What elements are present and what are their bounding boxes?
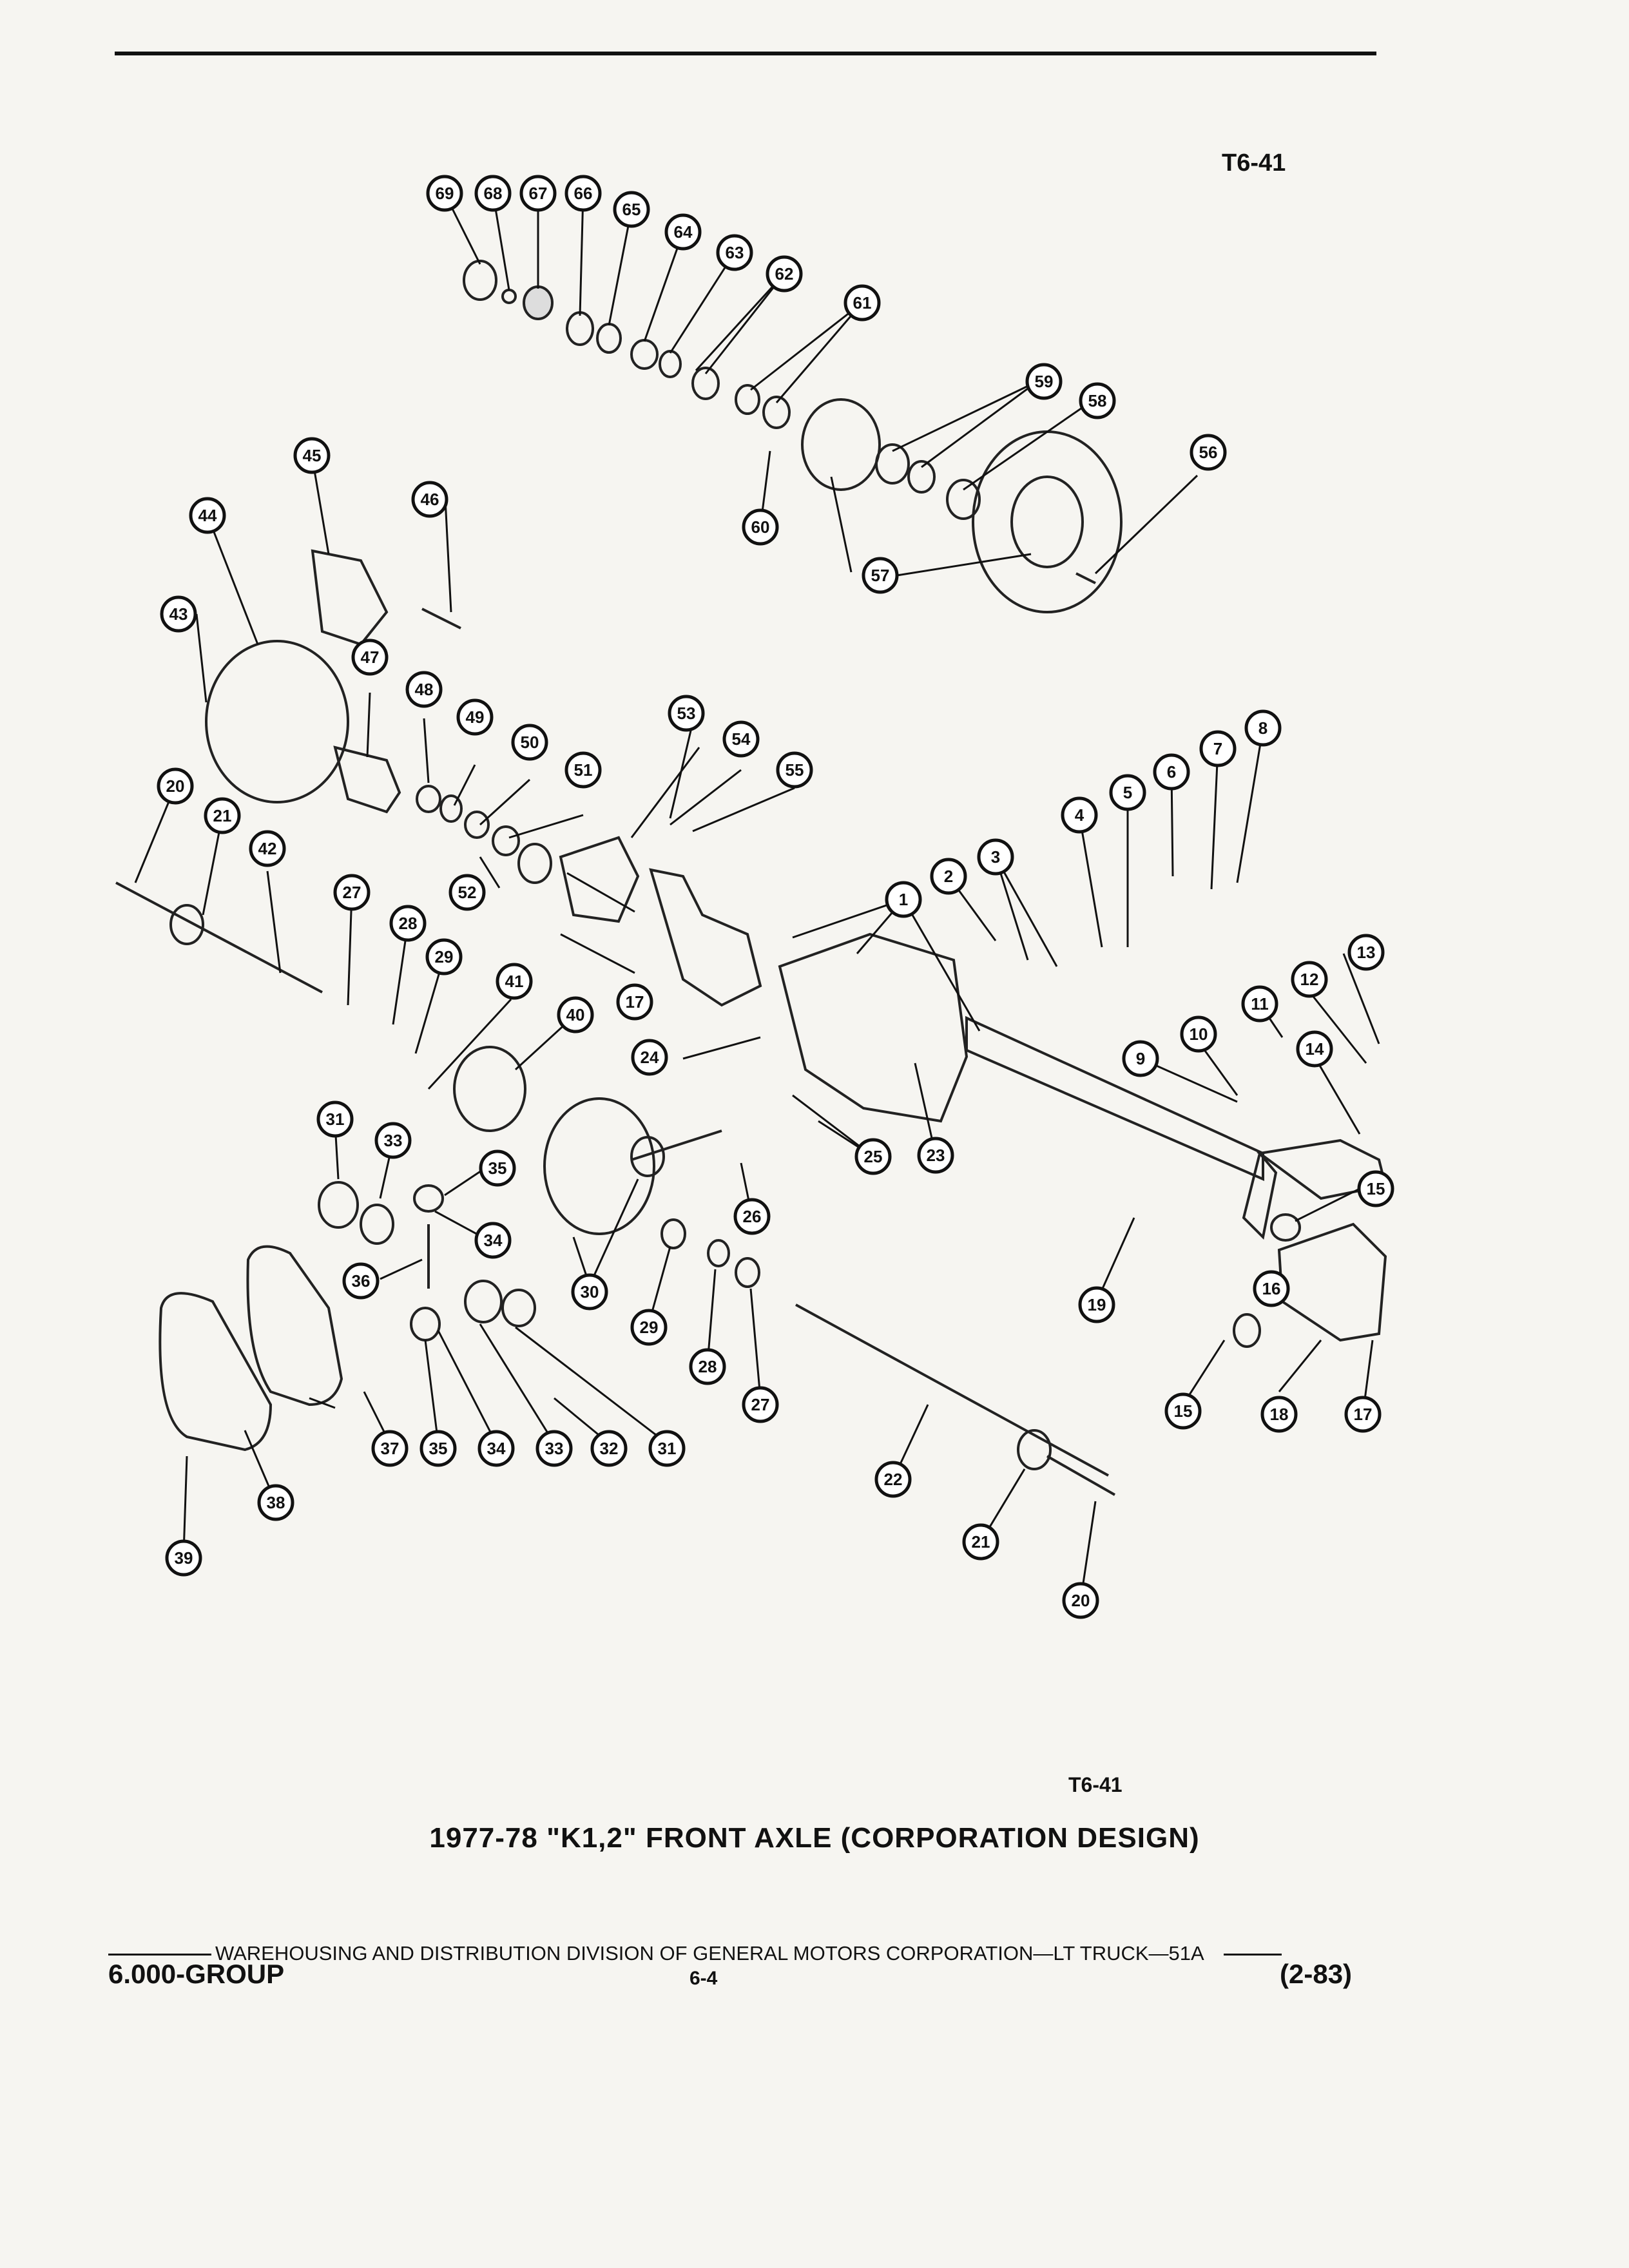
svg-text:31: 31	[325, 1110, 345, 1129]
svg-text:19: 19	[1087, 1295, 1106, 1314]
callout-55	[778, 753, 811, 787]
bearing-seal-part	[736, 1258, 759, 1287]
svg-text:7: 7	[1213, 739, 1223, 758]
spindle-race-part	[493, 827, 519, 855]
svg-text:33: 33	[545, 1439, 564, 1458]
shim-part-2	[503, 1290, 535, 1326]
callout-52	[450, 876, 484, 909]
rotor-part	[973, 432, 1121, 612]
svg-text:10: 10	[1189, 1024, 1208, 1044]
callout-20-upper	[159, 769, 192, 803]
callout-58	[1081, 384, 1114, 418]
svg-text:65: 65	[622, 200, 641, 219]
footer-division-text: WAREHOUSING AND DISTRIBUTION DIVISION OF GENERAL MOTORS CORPORATION—LT TRUCK—51A	[215, 1942, 1204, 1965]
knuckle-arm-part	[651, 870, 760, 1005]
svg-text:21: 21	[213, 806, 232, 825]
callout-12	[1293, 963, 1326, 996]
svg-text:63: 63	[725, 243, 744, 262]
svg-text:69: 69	[435, 184, 454, 203]
figure-caption: 1977-78 "K1,2" FRONT AXLE (CORPORATION DESIGN)	[429, 1822, 1200, 1854]
callout-38	[259, 1486, 293, 1519]
footer-rule-right	[1224, 1954, 1282, 1956]
svg-text:55: 55	[785, 760, 804, 780]
callout-45	[295, 439, 329, 472]
callout-27-upper	[335, 876, 369, 909]
footer-group: 6.000-GROUP	[108, 1959, 285, 1989]
svg-text:27: 27	[751, 1395, 770, 1414]
u-joint-left-part	[171, 905, 203, 944]
callout-21-lower	[964, 1525, 998, 1559]
callout-43	[162, 597, 195, 631]
svg-text:15: 15	[1366, 1179, 1385, 1198]
callout-50	[513, 726, 546, 759]
callout-25	[856, 1140, 890, 1173]
svg-text:59: 59	[1034, 372, 1054, 391]
callout-62	[767, 257, 801, 291]
svg-text:28: 28	[698, 1357, 717, 1376]
differential-carrier-part	[780, 934, 967, 1121]
callout-31-lower	[650, 1432, 684, 1465]
gasket-part	[247, 1247, 342, 1405]
svg-text:13: 13	[1356, 943, 1376, 962]
bearing-cup-part	[662, 1220, 685, 1248]
pinion-shaft-part	[631, 1131, 722, 1160]
callout-59	[1027, 365, 1061, 398]
callout-30	[573, 1275, 606, 1309]
right-knuckle-part	[1279, 1224, 1385, 1340]
callout-5	[1111, 776, 1144, 809]
callout-36	[344, 1264, 378, 1298]
callout-14	[1298, 1032, 1331, 1066]
callout-35-lower	[421, 1432, 455, 1465]
callout-9	[1124, 1042, 1157, 1075]
svg-text:4: 4	[1074, 805, 1084, 825]
axle-shaft-left-part	[116, 883, 322, 992]
callout-26	[735, 1200, 769, 1233]
hub-part	[802, 399, 880, 490]
svg-text:52: 52	[458, 883, 477, 902]
footer-page-number: 6-4	[689, 1968, 718, 1989]
callout-20-lower	[1064, 1584, 1097, 1617]
svg-text:30: 30	[580, 1282, 599, 1302]
callout-33-upper	[376, 1124, 410, 1157]
callout-37	[373, 1432, 407, 1465]
svg-text:1: 1	[898, 890, 909, 909]
callout-54	[724, 722, 758, 756]
gear-part	[524, 287, 552, 319]
svg-text:44: 44	[198, 506, 217, 525]
callout-27-lower	[744, 1388, 777, 1421]
callout-33-lower	[537, 1432, 571, 1465]
side-gear-part	[361, 1205, 393, 1244]
svg-text:3: 3	[990, 847, 1001, 867]
callout-56	[1191, 436, 1225, 469]
svg-text:36: 36	[351, 1271, 371, 1291]
svg-text:48: 48	[414, 680, 434, 699]
svg-text:37: 37	[380, 1439, 400, 1458]
svg-text:27: 27	[342, 883, 361, 902]
svg-text:20: 20	[166, 776, 185, 796]
callout-63	[718, 236, 751, 269]
callout-31-upper	[318, 1102, 352, 1136]
bearing-part	[631, 340, 657, 369]
svg-text:53: 53	[677, 704, 696, 723]
callout-1	[887, 883, 920, 916]
callout-53	[670, 697, 703, 730]
callout-41	[497, 965, 531, 998]
svg-text:46: 46	[420, 490, 439, 509]
svg-text:68: 68	[483, 184, 503, 203]
svg-text:32: 32	[599, 1439, 619, 1458]
bolt-part	[422, 609, 461, 628]
ball-joint-part	[1271, 1215, 1300, 1240]
callout-18	[1262, 1398, 1296, 1431]
spindle-bearing-part	[417, 786, 440, 812]
ring-part	[503, 290, 516, 303]
svg-text:9: 9	[1135, 1049, 1146, 1068]
svg-text:64: 64	[673, 222, 693, 242]
footer-division-line	[108, 1942, 1286, 1965]
callout-22	[876, 1463, 910, 1496]
callout-2	[932, 860, 965, 893]
callout-34-upper	[476, 1224, 510, 1257]
svg-text:54: 54	[731, 729, 751, 749]
svg-text:5: 5	[1123, 783, 1133, 802]
race-part	[660, 351, 680, 377]
callout-66	[566, 177, 600, 210]
callout-3	[979, 840, 1012, 874]
callout-64	[666, 215, 700, 249]
callout-49	[458, 700, 492, 734]
callout-57	[863, 559, 897, 592]
footer-rule-left	[108, 1954, 211, 1956]
svg-text:6: 6	[1166, 762, 1177, 782]
callout-61	[845, 286, 879, 320]
callout-6	[1155, 755, 1188, 789]
seal-part-2	[736, 385, 759, 414]
pinion-gear-part	[631, 1137, 664, 1176]
footer-revision: (2-83)	[1280, 1959, 1353, 1989]
callout-48	[407, 673, 441, 706]
callout-15-upper	[1359, 1172, 1393, 1206]
callout-34-lower	[479, 1432, 513, 1465]
svg-text:22: 22	[883, 1470, 903, 1489]
svg-text:45: 45	[302, 446, 322, 465]
svg-text:23: 23	[926, 1146, 945, 1165]
svg-text:60: 60	[751, 517, 770, 537]
svg-text:12: 12	[1300, 970, 1319, 989]
svg-text:29: 29	[434, 947, 454, 966]
callout-44	[191, 499, 224, 532]
seal-part	[464, 261, 496, 300]
svg-text:33: 33	[383, 1131, 403, 1150]
ball-joint-lower-part	[1234, 1314, 1260, 1347]
svg-text:15: 15	[1173, 1401, 1193, 1421]
svg-text:62: 62	[775, 264, 794, 284]
svg-text:17: 17	[1353, 1405, 1373, 1424]
callout-21-upper	[206, 799, 239, 832]
callout-35-upper	[481, 1151, 514, 1185]
callout-28-lower	[691, 1350, 724, 1383]
callout-17-lower	[1346, 1398, 1380, 1431]
svg-text:21: 21	[971, 1532, 990, 1552]
svg-text:57: 57	[871, 566, 890, 585]
svg-text:67: 67	[528, 184, 548, 203]
callout-4	[1063, 798, 1096, 832]
ring-gear-part	[545, 1099, 654, 1234]
callout-15-lower	[1166, 1394, 1200, 1428]
svg-text:61: 61	[853, 293, 872, 312]
callout-47	[353, 640, 387, 674]
spindle-ring-part	[519, 844, 551, 883]
figure-code-bottom: T6-41	[1068, 1773, 1123, 1796]
stud-part	[1076, 573, 1095, 583]
svg-text:41: 41	[505, 972, 524, 991]
svg-text:39: 39	[174, 1548, 193, 1568]
svg-text:38: 38	[266, 1493, 285, 1512]
svg-text:2: 2	[943, 867, 954, 886]
svg-text:51: 51	[574, 760, 593, 780]
figure-code-top: T6-41	[1222, 149, 1286, 177]
svg-text:50: 50	[520, 733, 539, 752]
axle-shaft-right-part	[796, 1305, 1108, 1475]
callout-39	[167, 1541, 200, 1575]
svg-text:26: 26	[742, 1207, 762, 1226]
svg-text:11: 11	[1251, 994, 1269, 1014]
callout-68	[476, 177, 510, 210]
callout-42	[251, 832, 284, 865]
svg-text:42: 42	[258, 839, 277, 858]
callout-67	[521, 177, 555, 210]
rotor-center-part	[1012, 477, 1083, 567]
svg-text:16: 16	[1262, 1279, 1281, 1298]
svg-text:43: 43	[169, 604, 188, 624]
callout-7	[1201, 732, 1235, 765]
pinion-washer-part	[414, 1186, 443, 1211]
callout-24	[633, 1041, 666, 1074]
svg-text:35: 35	[429, 1439, 448, 1458]
svg-text:18: 18	[1269, 1405, 1289, 1424]
svg-text:34: 34	[487, 1439, 506, 1458]
caliper-bracket-part	[313, 551, 387, 644]
callout-51	[566, 753, 600, 787]
svg-text:66: 66	[574, 184, 593, 203]
callout-11	[1243, 987, 1277, 1021]
svg-text:17: 17	[625, 992, 644, 1012]
callout-29-upper	[427, 940, 461, 974]
svg-text:29: 29	[639, 1318, 659, 1337]
svg-text:8: 8	[1258, 718, 1268, 738]
callout-17-upper	[618, 985, 651, 1019]
svg-text:40: 40	[566, 1005, 585, 1024]
callout-16	[1255, 1272, 1288, 1305]
spring-part	[567, 312, 593, 345]
callout-32	[592, 1432, 626, 1465]
washer-part	[597, 324, 621, 352]
callout-29-lower	[632, 1311, 666, 1344]
callout-23	[919, 1139, 952, 1172]
callout-46	[413, 483, 447, 516]
callout-8	[1246, 711, 1280, 745]
svg-text:20: 20	[1071, 1591, 1090, 1610]
svg-text:56: 56	[1199, 443, 1218, 462]
bearing-cone-part	[708, 1240, 729, 1266]
svg-text:25: 25	[863, 1147, 883, 1166]
callout-40	[559, 998, 592, 1032]
differential-case-part	[454, 1047, 525, 1131]
svg-text:34: 34	[483, 1231, 503, 1250]
cover-part	[160, 1293, 271, 1450]
side-pinion-part	[411, 1308, 439, 1340]
svg-text:24: 24	[640, 1048, 659, 1067]
splash-shield-part	[206, 641, 348, 802]
svg-text:35: 35	[488, 1158, 507, 1178]
callout-60	[744, 510, 777, 544]
callout-69	[428, 177, 461, 210]
knuckle-part	[561, 838, 638, 921]
callout-13	[1349, 936, 1383, 969]
svg-text:14: 14	[1305, 1039, 1324, 1059]
axle-tube-part	[967, 1018, 1263, 1179]
shim-part	[319, 1182, 358, 1227]
callout-10	[1182, 1017, 1215, 1051]
svg-text:47: 47	[360, 648, 380, 667]
svg-text:31: 31	[657, 1439, 677, 1458]
svg-text:58: 58	[1088, 391, 1107, 410]
callout-28-upper	[391, 907, 425, 940]
svg-text:28: 28	[398, 914, 418, 933]
spindle-washer-part	[465, 812, 488, 838]
callout-65	[615, 193, 648, 226]
svg-text:49: 49	[465, 707, 485, 727]
side-gear-part-2	[465, 1281, 501, 1322]
callout-19	[1080, 1288, 1113, 1321]
